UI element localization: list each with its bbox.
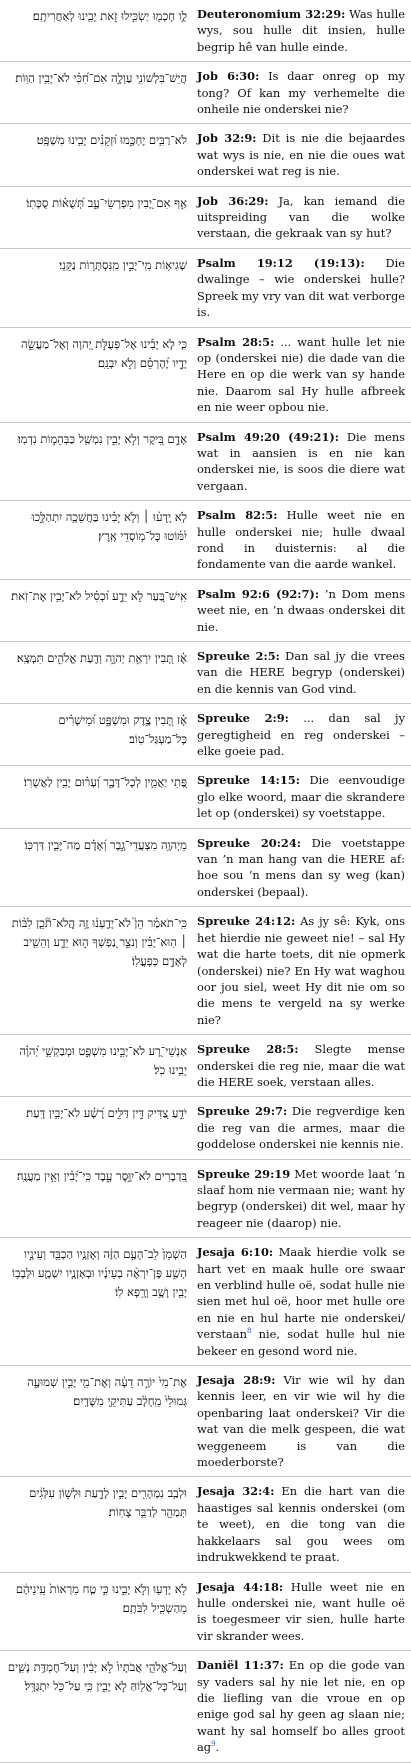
footnote-marker[interactable]: 9 bbox=[211, 1740, 216, 1749]
translation-text: Met woorde laat ’n slaaf hom nie vermaan nie; want hy begryp (onderskei) dit wel, maar hy reageer nie (daarop) nie. bbox=[197, 1166, 405, 1230]
verse-reference: Psalm 28:5: bbox=[197, 334, 275, 349]
hebrew-verse-text: לֻ֥ו חָכְמ֖וּ יַשְׂכִּ֣ילוּ זֹ֑את יָבִ֖ינוּ לְאַחֲרִיתָֽם׃ bbox=[0, 0, 193, 62]
hebrew-verse-text: אָדָ֣ם בִּ֭יקָר וְלֹ֣א יָבִ֑ין נִמְשַׁ֖ל כַּבְּהֵמ֣וֹת נִדְמֽוּ׃ bbox=[0, 422, 193, 501]
verse-reference: Job 36:29: bbox=[197, 193, 269, 208]
translation-text: Is daar onreg op my tong? Of kan my verhemelte die onheile nie onderskei nie? bbox=[197, 69, 405, 117]
verse-row bbox=[0, 1651, 411, 1762]
hebrew-verse-text: לֹ֤א יָֽדְע֨וּ ׀ וְלֹ֥א יָבִ֗ינוּ בַּחֲשֵׁכָ֥ה יִתְהַלָּ֑כוּ יִ֝מּ֗וֹטוּ כָּל־מ֥וֹסְדֵי אָֽרֶץ׃ bbox=[0, 501, 193, 580]
verse-row bbox=[0, 1035, 411, 1097]
verse-row bbox=[0, 0, 411, 62]
translation-text: ... want hulle let nie op (onderskei nie) die dade van die Here en op die werk van sy hande nie. Daarom sal Hy hulle afbreek en nie weer opbou nie. bbox=[197, 334, 405, 415]
translation-text: Die voetstappe van ’n man hang van die HERE af: hoe sou ’n mens dan sy weg (kan) onderskei (bepaal). bbox=[197, 835, 405, 899]
translation-text: ... dan sal jy geregtigheid en reg onderskei – elke goeie pad. bbox=[197, 711, 405, 759]
translation-cell bbox=[193, 766, 411, 828]
verse-row bbox=[0, 704, 411, 766]
translation-text: En op die gode van sy vaders sal hy nie let nie, en op die liefling van die vroue en op enige god sal hy geen ag slaan nie; want hy sal homself bo alles groot ag bbox=[197, 1658, 405, 1755]
translation-cell bbox=[193, 642, 411, 704]
verse-row bbox=[0, 501, 411, 580]
verse-reference: Jesaja 32:4: bbox=[197, 1484, 275, 1499]
translation-cell bbox=[193, 1238, 411, 1366]
verse-row bbox=[0, 579, 411, 641]
translation-text: Die eenvoudige glo elke woord, maar die skrandere let op (onderskei) sy voetstappe. bbox=[197, 773, 406, 821]
translation-cell bbox=[193, 1035, 411, 1097]
translation-text: Vir wie wil hy dan kennis leer, en vir wie wil hy die openbaring laat onderskei? Vir die wat van die melk gespeen, die wat weggeneem is van die moederborste? bbox=[197, 1373, 406, 1470]
verse-reference: Jesaja 28:9: bbox=[197, 1373, 276, 1388]
translation-text: Die regverdige ken die reg van die armes, maar die goddelose onderskei nie kennis nie. bbox=[197, 1104, 405, 1152]
verse-reference: Jesaja 44:18: bbox=[197, 1579, 284, 1594]
hebrew-verse-text: הַשְׁמֵן֙ לֵב־הָעָ֣ם הַזֶּ֔ה וְאָזְנָ֥יו הַכְבֵּ֖ד וְעֵינָ֣יו הָשַׁ֑ע פֶּן־יִרְאֶ֨ה בְעֵינָ֜יו וּבְאָזְנָ֧יו יִשְׁמָ֛ע וּלְבָב֥וֹ יָבִ֖ין וָשָׁ֥ב וְרָ֥פָא לֽוֹ׃ bbox=[0, 1238, 193, 1366]
translation-cell bbox=[193, 327, 411, 422]
verse-reference: Psalm 92:6 (92:7): bbox=[197, 586, 320, 601]
hebrew-verse-text: לֹ֥א יָדְע֖וּ וְלֹ֣א יָבִ֑ינוּ כִּ֣י טַ֤ח מֵרְאוֹת֙ עֵֽינֵיהֶ֔ם מֵהַשְׂכִּ֖יל לִבֹּתָֽם׃ bbox=[0, 1572, 193, 1651]
translation-cell bbox=[193, 704, 411, 766]
verse-row bbox=[0, 1572, 411, 1651]
hebrew-verse-text: אָ֗ז תָּ֭בִין יִרְאַ֣ת יְהוָ֑ה וְדַ֖עַת אֱלֹהִ֣ים תִּמְצָֽא׃ bbox=[0, 642, 193, 704]
translation-text: Die dwalinge – wie onderskei hulle? Spreek my vry van dit wat verborge is. bbox=[197, 255, 406, 320]
hebrew-verse-text: וְעַל־אֱלֹהֵ֤י אֲבֹתָיו֙ לֹ֣א יָבִ֔ין וְעַל־חֶמְדַּ֥ת נָשִׁ֛ים וְעַל־כָּל־אֱל֖וֹהַּ לֹ֣א יָבִ֑ין כִּ֥י עַל־כֹּ֖ל יִתְגַּדָּֽל׃ bbox=[0, 1651, 193, 1762]
translation-cell bbox=[193, 828, 411, 907]
hebrew-verse-text: יֹדֵ֣עַ צַ֭דִּיק דִּ֣ין דַּלִּ֑ים רָ֝שָׁ֗ע לֹא־יָבִ֥ין דָּֽעַת׃ bbox=[0, 1097, 193, 1159]
hebrew-verse-text: פֶּ֭תִי יַאֲמִ֣ין לְכָל־דָּבָ֑ר וְ֝עָר֗וּם יָבִ֥ין לַאֲשֻׁרֽוֹ׃ bbox=[0, 766, 193, 828]
hebrew-verse-text: שְׁגִיא֥וֹת מִֽי־יָבִ֑ין מִֽנִּסְתָּר֥וֹת נַקֵּֽנִי׃ bbox=[0, 248, 193, 327]
verse-reference: Job 6:30: bbox=[197, 69, 260, 84]
translation-text: Dit is nie die bejaardes wat wys is nie, en nie die oues wat onderskei wat reg is nie. bbox=[197, 131, 405, 179]
translation-text: Maak hierdie volk se hart vet en maak hulle ore swaar en verblind hulle oë, sodat hulle nie sien met hul oë, hoor met hulle ore en nie en hul harte nie onderskei/ verstaan bbox=[197, 1245, 405, 1342]
translation-text: Dan sal jy die vrees van die HERE begryp (onderskei) en die kennis van God vind. bbox=[197, 649, 405, 696]
verse-reference: Jesaja 6:10: bbox=[197, 1245, 274, 1260]
translation-cell bbox=[193, 422, 411, 501]
verse-row bbox=[0, 186, 411, 248]
verse-reference: Spreuke 14:15: bbox=[197, 773, 300, 788]
verse-reference: Deuteronomium 32:29: bbox=[197, 7, 346, 21]
verse-row bbox=[0, 907, 411, 1035]
verse-row bbox=[0, 422, 411, 501]
translation-cell bbox=[193, 501, 411, 580]
translation-text: Die mens wat in aansien is en nie kan onderskei nie, is soos die diere wat vergaan. bbox=[197, 429, 406, 493]
translation-text: Slegte mense onderskei die reg nie, maar die wat die HERE soek, verstaan alles. bbox=[197, 1042, 405, 1089]
hebrew-verse-text: מֵיְהוָ֥ה מִצְעֲדֵי־גָ֑בֶר וְ֝אָדָ֗ם מַה־יָּבִ֥ין דַּרְכּֽוֹ׃ bbox=[0, 828, 193, 907]
verse-reference: Spreuke 2:5: bbox=[197, 649, 280, 663]
verse-reference: Spreuke 29:19 bbox=[197, 1166, 291, 1181]
verse-reference: Psalm 49:20 (49:21): bbox=[197, 429, 339, 444]
verse-row bbox=[0, 327, 411, 422]
hebrew-verse-text: אַנְשֵׁי־רָ֭ע לֹא־יָבִ֣ינוּ מִשְׁפָּ֑ט וּמְבַקְשֵׁ֥י יְ֝הוָ֗ה יָבִ֥ינוּ כֹֽל׃ bbox=[0, 1035, 193, 1097]
translation-text: ’n Dom mens weet nie, en ’n dwaas onderskei dit nie. bbox=[197, 586, 405, 634]
verse-row bbox=[0, 766, 411, 828]
hebrew-verse-text: לֹא־רַבִּ֥ים יֶחְכָּ֑מוּ וּ֝זְקֵנִ֗ים יָבִ֥ינוּ מִשְׁפָּֽט׃ bbox=[0, 124, 193, 186]
hebrew-verse-text: כִּֽי־תֹאמַ֗ר הֵן֮ לֹא־יָדַ֢עְנ֫וּ זֶ֥ה הֲֽלֹא־תֹ֘כֵ֤ן לִבּ֨וֹת ׀ הֽוּא־יָבִ֗ין וְנֹצֵ֣ר נַ֭פְשְׁךָ ה֣וּא יֵדָ֑ע וְהֵשִׁ֖יב לְאָדָ֣ם כְּפָעֳלֽוֹ׃ bbox=[0, 907, 193, 1035]
verse-row bbox=[0, 1238, 411, 1366]
translation-cell bbox=[193, 579, 411, 641]
verse-reference: Spreuke 24:12: bbox=[197, 914, 296, 929]
translation-cell bbox=[193, 1477, 411, 1572]
verse-row bbox=[0, 62, 411, 124]
verse-row bbox=[0, 1477, 411, 1572]
verse-row bbox=[0, 248, 411, 327]
verse-row bbox=[0, 124, 411, 186]
translation-text: Was hulle wys, sou hulle dit insien, hulle begrip hê van hulle einde. bbox=[197, 7, 405, 54]
hebrew-verse-text: אָ֗ז תָּ֭בִין צֶ֣דֶק וּמִשְׁפָּ֑ט וּ֝מֵישָׁרִ֗ים כָּל־מַעְגַּל־טֽוֹב׃ bbox=[0, 704, 193, 766]
verse-reference: Job 32:9: bbox=[197, 131, 257, 146]
translation-text: En die hart van die haastiges sal kennis onderskei (om te weet), en die tong van die hakkelaars sal gou wees om indrukwekkend te praat. bbox=[197, 1484, 405, 1565]
hebrew-verse-text: אַ֣ף אִם־יָ֭בִין מִפְרְשֵׂי־עָ֑ב תְּ֝שֻׁא֗וֹת סֻכָּתֽוֹ׃ bbox=[0, 186, 193, 248]
verse-row bbox=[0, 828, 411, 907]
verse-reference: Psalm 82:5: bbox=[197, 508, 278, 523]
translation-text: As jy sê: Kyk, ons het hierdie nie geweet nie! – sal Hy wat die harte toets, dit nie opmerk (onderskei) nie? En Hy wat waghou oor jou siel, weet Hy dit nie om so die mens te vergeld na sy werke nie? bbox=[197, 914, 405, 1027]
translation-cell bbox=[193, 1572, 411, 1651]
hebrew-verse-text: בִּ֭דְבָרִים לֹא־יִוָּ֣סֶר עָ֑בֶד כִּֽי־יָ֝בִ֗ין וְאֵ֣ין מַעֲנֶֽה׃ bbox=[0, 1159, 193, 1238]
translation-cell bbox=[193, 1159, 411, 1238]
verse-reference: Spreuke 20:24: bbox=[197, 835, 301, 850]
hebrew-verse-text: כִּ֤י לֹ֤א יָבִ֡ינוּ אֶל־פְּעֻלֹּ֣ת יְ֭הוָה וְאֶל־מַעֲשֵׂ֣ה יָדָ֑יו יֶ֝הֶרְסֵ֗ם וְלֹ֣א יִבְנֵֽם׃ bbox=[0, 327, 193, 422]
translation-cell bbox=[193, 1651, 411, 1762]
verse-row bbox=[0, 1097, 411, 1159]
translation-cell bbox=[193, 1366, 411, 1477]
translation-cell bbox=[193, 1097, 411, 1159]
hebrew-verse-text: אֶת־מִי֙ יוֹרֶ֣ה דֵעָ֔ה וְאֶת־מִ֖י יָבִ֣ין שְׁמוּעָ֑ה גְּמוּלֵי֙ מֵֽחָלָ֔ב עַתִּיקֵ֖י מִשָּׁדָֽיִם׃ bbox=[0, 1366, 193, 1477]
verse-reference: Psalm 19:12 (19:13): bbox=[197, 255, 365, 270]
translation-cell bbox=[193, 62, 411, 124]
translation-text: Ja, kan iemand die uitspreiding van die wolke verstaan, die gekraak van sy hut? bbox=[197, 193, 405, 241]
verse-row bbox=[0, 1366, 411, 1477]
verse-reference: Daniël 11:37: bbox=[197, 1658, 284, 1673]
translation-text: Hulle weet nie en hulle onderskei nie, want hulle oë is toegesmeer vir sien, hulle harte vir skrander wees. bbox=[197, 1579, 406, 1643]
translation-text-continued: . bbox=[215, 1740, 220, 1755]
verse-row bbox=[0, 1159, 411, 1238]
hebrew-verse-text: אִֽישׁ־בַּ֭עַר לֹ֣א יֵדָ֑ע וּ֝כְסִ֗יל לֹא־יָבִ֥ין אֶת־זֹֽאת׃ bbox=[0, 579, 193, 641]
verse-reference: Spreuke 29:7: bbox=[197, 1104, 288, 1119]
translation-text: Hulle weet nie en hulle onderskei nie; hulle dwaal rond in duisternis: al die fondamente van die aarde wankel. bbox=[197, 508, 405, 572]
footnote-marker[interactable]: 8 bbox=[246, 1327, 252, 1336]
verse-row bbox=[0, 642, 411, 704]
translation-cell bbox=[193, 0, 411, 62]
translation-cell bbox=[193, 907, 411, 1035]
verse-reference: Spreuke 28:5: bbox=[197, 1042, 299, 1057]
verse-reference: Spreuke 2:9: bbox=[197, 711, 289, 726]
translation-text-continued: nie, sodat hulle hul nie bekeer en gesond word nie. bbox=[197, 1327, 405, 1358]
translation-cell bbox=[193, 124, 411, 186]
translation-cell bbox=[193, 186, 411, 248]
translation-cell bbox=[193, 248, 411, 327]
hebrew-verse-text: הֲיֵשׁ־בִּלְשׁוֹנִ֖י עַוְלָ֑ה אִם־חִ֝כִּ֗י לֹא־יָבִ֥ין הַוּֽוֹת׃ bbox=[0, 62, 193, 124]
hebrew-verse-text: וּלְבַ֥ב נִמְהָרִ֖ים יָבִ֣ין לָדָ֑עַת וּלְשׁ֣וֹן עִלְּגִ֔ים תְּמַהֵ֖ר לְדַבֵּ֥ר צָחֽוֹת׃ bbox=[0, 1477, 193, 1572]
